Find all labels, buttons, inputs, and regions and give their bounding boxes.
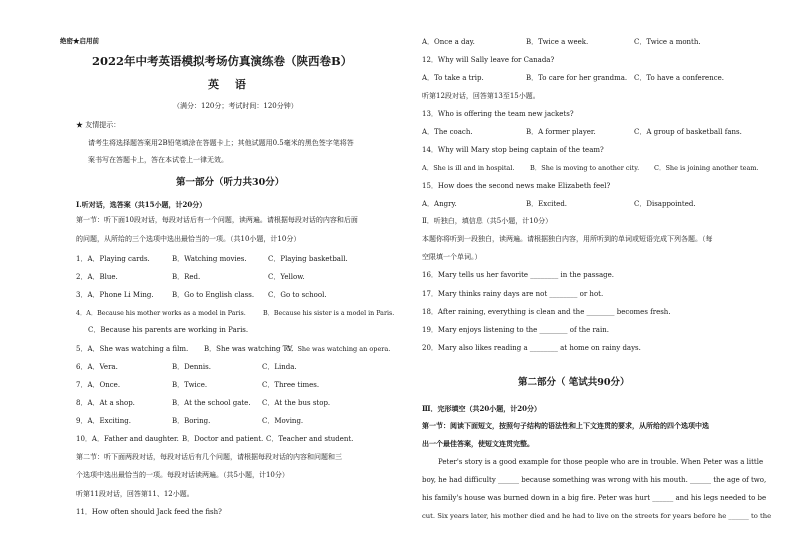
q8-option-c: C．At the bus stop. [262,399,331,407]
q12-option-b: B．To care for her grandma. [526,74,628,82]
q15-question: 15．How does the second news make Elizabeth feel? [422,182,611,190]
passage-line-3: his family's house was burned down in a big fire. Peter was hurt ______ and his legs needed to be [422,494,767,502]
q20-question: 20．Mary also likes reading a ________ at home on rainy days. [422,344,641,352]
section2-instr-a: 第二节：听下面两段对话，每段对话后有几个问题，请根据每段对话的内容和问题和三 [76,453,342,461]
section-ii-instr-b: 空限填一个单词。） [422,253,482,261]
exam-meta: （满分：120分；考试时间：120分钟） [173,102,298,110]
q14-option-b: B．She is moving to another city. [530,164,640,172]
q12-option-c: C．To have a conference. [634,74,724,82]
q3-option-a: 3．A．Phone Li Ming. [76,291,154,299]
q3-option-b: B．Go to English class. [172,291,255,299]
q12-option-a: A．To take a trip. [422,74,484,82]
q15-option-b: B．Excited. [526,200,568,208]
q7-option-b: B．Twice. [172,381,208,389]
section-ii-instr-a: 本题你将听到一段独白，读两遍。请根据独白内容，用所听到的单词或短语完成下列各题。（每 [422,235,713,243]
passage-line-1: Peter's story is a good example for those people who are in trouble. When Peter was a little [438,458,764,466]
q4-option-b: B．Because his sister is a model in Paris. [263,310,395,317]
q14-option-a: A．She is ill and in hospital. [422,164,515,172]
q7-option-c: C．Three times. [262,381,320,389]
q8-option-a: 8．A．At a shop. [76,399,135,407]
q9-option-b: B．Boring. [172,417,211,425]
q7-option-a: 7．A．Once. [76,381,121,389]
secret-mark: 绝密★启用前 [60,37,99,45]
q1-option-a: 1．A．Playing cards. [76,255,150,263]
section-iii-instr-a: 第一节：阅读下面短文，按照句子结构的语法性和上下文连贯的要求，从所给的四个选项中选 [422,421,709,430]
q8-option-b: B．At the school gate. [172,399,251,407]
q9-option-c: C．Moving. [262,417,304,425]
part2-title: 第二部分（ 笔试共90分） [518,377,630,388]
q4-option-a: 4．A．Because his mother works as a model in Paris. [76,310,246,317]
q12-question: 12．Why will Sally leave for Canada? [422,56,555,64]
q1-option-b: B．Watching movies. [172,255,247,263]
tips-label: ★ 友情提示： [76,121,121,129]
tips-line-1: 请考生将选择题答案用2B铅笔填涂在答题卡上；其他试题用0.5毫米的黑色签字笔将答 [88,139,354,147]
section-iii-instr-b: 出一个最佳答案，使短文连贯完整。 [422,439,534,448]
q2-option-a: 2．A．Blue. [76,273,118,281]
passage-line-2: boy, he had difficulty ______ because something was wrong with his mouth. ______ the age of two, [422,476,767,484]
section-ii-heading: Ⅱ．听独白，填信息（共5小题，计10分） [422,217,553,225]
section2-instr-b: 个选项中选出最恰当的一项。每段对话读两遍。（共5小题，计10分） [76,471,289,479]
q3-option-c: C．Go to school. [268,291,327,299]
q2-option-c: C．Yellow. [268,273,305,281]
q14-option-c: C．She is joining another team. [654,164,759,172]
q6-option-b: B．Dennis. [172,363,211,371]
q13-option-b: B．A former player. [526,128,596,136]
q13-option-a: A．The coach. [422,128,473,136]
passage-line-4: cut. Six years later, his mother died and he had to live on the streets for years before he ______ to the [422,512,772,520]
q5-option-c: C．She was watching an opera. [286,345,391,353]
q13-question: 13．Who is offering the team new jackets? [422,110,574,118]
q10-option-c: C．Teacher and student. [266,435,354,443]
q18-question: 18．After raining, everything is clean and the ________ becomes fresh. [422,308,671,316]
q5-option-a: 5．A．She was watching a film. [76,345,189,353]
part1-title: 第一部分（听力共30分） [176,177,285,188]
q13-option-c: C．A group of basketball fans. [634,128,742,136]
q11-option-a: A．Once a day. [422,38,475,46]
q10-option-a: 10．A．Father and daughter. [76,435,179,443]
q15-option-c: C．Disappointed. [634,200,696,208]
q9-option-a: 9．A．Exciting. [76,417,131,425]
section1-instr-a: 第一节：听下面10段对话，每段对话后有一个问题，读两遍。请根据每段对话的内容和后面 [76,216,358,224]
q10-option-b: B．Doctor and patient. [182,435,264,443]
q4-option-c: C．Because his parents are working in Paris. [88,326,249,334]
subject-title: 英 语 [208,78,252,91]
q19-question: 19．Mary enjoys listening to the ________ of the rain. [422,326,609,334]
q11-option-b: B．Twice a week. [526,38,589,46]
q17-question: 17．Mary thinks rainy days are not ________ or hot. [422,290,604,298]
section2-instr-c: 听第11段对话，回答第11、12小题。 [76,490,194,498]
section1-instr-b: 的问题，从所给的三个选项中选出最恰当的一项。（共10小题，计10分） [76,235,301,243]
q6-option-a: 6．A．Vera. [76,363,118,371]
q11-question: 11．How often should Jack feed the fish? [76,508,222,516]
q15-option-a: A．Angry. [422,200,457,208]
q14-question: 14．Why will Mary stop being captain of the team? [422,146,604,154]
section-iii-heading: Ⅲ．完形填空（共20小题，计20分） [422,404,542,413]
section3-instr: 听第12段对话，回答第13至15小题。 [422,92,540,100]
tips-line-2: 案书写在答题卡上，答在本试卷上一律无效。 [88,156,228,164]
q11-option-c: C．Twice a month. [634,38,701,46]
q16-question: 16．Mary tells us her favorite ________ in the passage. [422,271,615,279]
q5-option-b: B．She was watching TV. [204,345,294,353]
exam-title: 2022年中考英语模拟考场仿真演练卷（陕西卷B） [92,54,353,68]
q2-option-b: B．Red. [172,273,201,281]
section1-heading: I.听对话，选答案（共15小题，计20分） [76,200,207,209]
q6-option-c: C．Linda. [262,363,297,371]
q1-option-c: C．Playing basketball. [268,255,348,263]
